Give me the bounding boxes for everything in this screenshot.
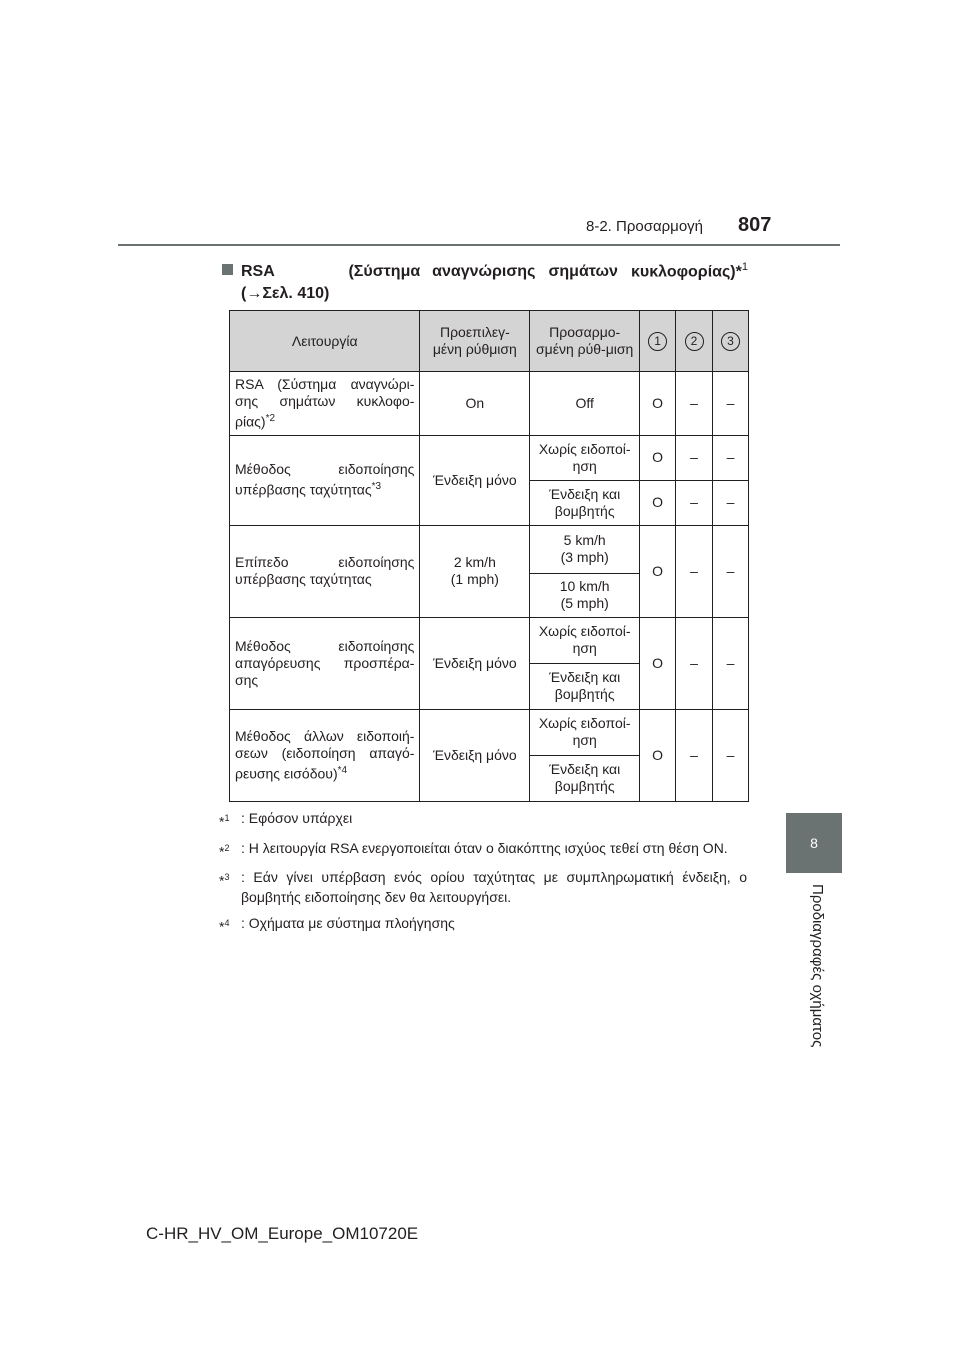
chapter-tab[interactable] <box>786 813 842 873</box>
method-1-cell: O <box>640 709 676 801</box>
header-function: Λειτουργία <box>230 311 420 372</box>
footnote: *$^1$ : Εφόσον υπάρχει <box>219 810 353 830</box>
method-3-cell: – <box>713 480 749 525</box>
page-reference-link[interactable]: (→Σελ. 410) <box>241 285 330 303</box>
method-3-cell: – <box>713 372 749 436</box>
custom-cell: Ένδειξη και βομβητής <box>530 663 640 709</box>
footnotes <box>219 808 747 943</box>
default-cell: Ένδειξη μόνο <box>420 617 530 709</box>
footnote-mark-num: 1 <box>741 261 748 273</box>
table-row <box>230 525 749 573</box>
custom-cell: 10 km/h (5 mph) <box>530 573 640 617</box>
page-number: 807 <box>738 214 772 236</box>
function-cell: Μέθοδος ειδοποίησης υπέρβασης ταχύτητας$^{*3}$ <box>230 435 420 525</box>
table-row <box>230 617 749 663</box>
table-row <box>230 709 749 755</box>
method-2-cell: – <box>676 525 713 617</box>
method-2-cell: – <box>676 617 713 709</box>
footnote-mark: * <box>735 263 742 281</box>
document-id-footer: C-HR_HV_OM_Europe_OM10720E <box>146 1224 419 1243</box>
circled-1-icon: 1 <box>648 332 667 351</box>
chapter-number: 8 <box>810 835 818 851</box>
function-cell: Μέθοδος ειδοποίησης απαγόρευσης προσπέρα-σης <box>230 617 420 709</box>
header-custom: Προσαρμο-σμένη ρύθ-μιση <box>530 311 640 372</box>
method-1-cell: O <box>640 372 676 436</box>
custom-cell: 5 km/h (3 mph) <box>530 525 640 573</box>
custom-cell: Χωρίς ειδοποί-ηση <box>530 435 640 480</box>
title-word: (Σύστημα <box>348 263 421 281</box>
function-cell: RSA (Σύστημα αναγνώρι-σης σημάτων κυκλοφο-ρίας)$^{*2}$ <box>230 372 420 436</box>
section-title <box>222 256 748 305</box>
custom-cell: Off <box>530 372 640 436</box>
default-cell: Ένδειξη μόνο <box>420 435 530 525</box>
default-cell: Ένδειξη μόνο <box>420 709 530 801</box>
header-method-1 <box>640 311 676 372</box>
method-2-cell: – <box>676 435 713 480</box>
header-rule <box>118 244 840 246</box>
method-1-cell: O <box>640 480 676 525</box>
title-word: σημάτων <box>548 263 618 281</box>
title-word: αναγνώρισης <box>432 263 536 281</box>
settings-table <box>229 310 749 802</box>
footnote-mark: *4 <box>337 764 348 776</box>
method-2-cell: – <box>676 372 713 436</box>
method-3-cell: – <box>713 617 749 709</box>
custom-cell: Ένδειξη και βομβητής <box>530 755 640 801</box>
header-default: Προεπιλεγ-μένη ρύθμιση <box>420 311 530 372</box>
circled-2-icon: 2 <box>685 332 704 351</box>
title-word-last: κυκλοφορίας)*$^1$ <box>630 261 748 281</box>
method-2-cell: – <box>676 709 713 801</box>
header-section-title: 8-2. Προσαρμογή <box>586 218 704 235</box>
bullet-square-icon <box>222 264 233 275</box>
footnote: *$^2$ : Η λειτουργία RSA ενεργοποιείται όταν ο διακόπτης ισχύος τεθεί στη θέση ON. <box>219 839 728 860</box>
custom-cell: Χωρίς ειδοποί-ηση <box>530 709 640 755</box>
custom-cell: Χωρίς ειδοποί-ηση <box>530 617 640 663</box>
footnote: *$^4$ : Οχήματα με σύστημα πλοήγησης <box>219 915 455 935</box>
title-word: RSA <box>241 263 275 281</box>
header-method-3 <box>713 311 749 372</box>
circled-3-icon: 3 <box>721 332 740 351</box>
method-3-cell: – <box>713 709 749 801</box>
footnote: *$^3$ : Εάν γίνει υπέρβαση ενός ορίου ταχύτητας με συμπληρωματική ένδειξη, ο βομβητής ειδοποίησης δεν θα λειτουργήσει. <box>219 869 747 906</box>
method-3-cell: – <box>713 525 749 617</box>
method-1-cell: O <box>640 617 676 709</box>
footnote-mark: *2 <box>265 413 276 424</box>
table-row <box>230 435 749 480</box>
table-header-row <box>230 311 749 372</box>
chapter-title: Προδιαγραφές οχήματος <box>809 884 826 1048</box>
method-3-cell: – <box>713 435 749 480</box>
default-cell: On <box>420 372 530 436</box>
default-cell: 2 km/h (1 mph) <box>420 525 530 617</box>
table-row <box>230 372 749 436</box>
method-1-cell: O <box>640 435 676 480</box>
footnote-mark: *3 <box>371 481 382 493</box>
method-2-cell: – <box>676 480 713 525</box>
header-method-2 <box>676 311 713 372</box>
function-cell: Μέθοδος άλλων ειδοποιή-σεων (ειδοποίηση απαγό-ρευσης εισόδου)$^{*4}$ <box>230 709 420 801</box>
method-1-cell: O <box>640 525 676 617</box>
function-cell: Επίπεδο ειδοποίησης υπέρβασης ταχύτητας <box>230 525 420 617</box>
custom-cell: Ένδειξη και βομβητής <box>530 480 640 525</box>
